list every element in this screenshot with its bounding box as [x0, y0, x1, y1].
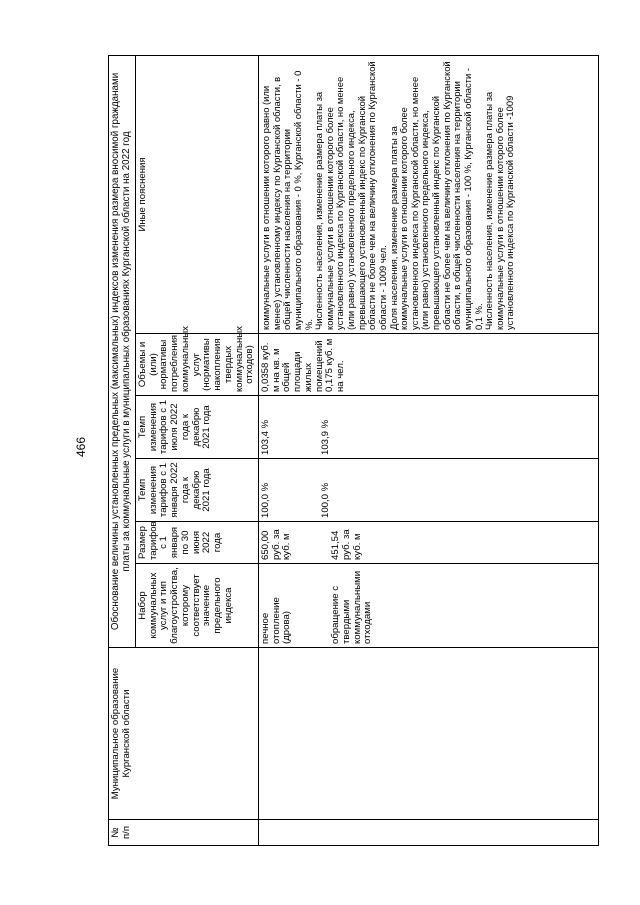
header-tariff-growth-jan: Темп изменения тарифов с 1 января 2022 года к декабрю 2021 года: [135, 459, 258, 522]
cell-growth-jul: [259, 396, 599, 459]
header-tariff-growth-jul: Темп изменения тарифов с 1 июля 2022 года к декабрю 2021 года: [135, 396, 258, 459]
cell-notes: [259, 55, 599, 333]
note-paragraph: Доля населения, изменение размера платы за коммунальные услуги в отношении которого более установленного индекса по Курганской области, но менее (или равно) установленного предельного индекса, превышающего установленный индекс по Курганской области не более чем на величину отклонения по Курганской области, в общей численности населения на территории муниципального образования - 100 %, Курганской области - 0,1 %.: [387, 61, 484, 330]
note-paragraph: Численность населения, изменение размера платы за коммунальные услуги в отношении которого более установленного индекса по Курганской области -1009: [483, 91, 516, 330]
volume-row-2: 0,175 куб. м на чел.: [324, 338, 347, 392]
header-municipality: Муниципальное образование Курганской области: [109, 648, 259, 820]
tariff-row-1: 650,00 руб. за куб. м: [260, 529, 293, 560]
volume-row-1: 0,0358 куб. м на кв. м общей площади жилых помещений: [260, 340, 325, 392]
growth-jul-row-2: 103,9 %: [319, 419, 331, 455]
growth-jul-row-1: 103,4 %: [260, 419, 272, 455]
tariff-row-2: 451,54 руб. за куб. м: [330, 529, 363, 560]
header-notes: Иные пояснения: [135, 55, 258, 333]
cell-tariff: [259, 522, 599, 564]
rotated-table-page: [108, 56, 613, 846]
header-volumes: Объемы и (или) нормативы потребления коммунальных услуг (нормативы накопления твердых коммунальных отходов): [135, 334, 258, 396]
tariff-justification-table: [108, 55, 599, 846]
note-paragraph: Численность населения, изменение размера платы за коммунальные услуги в отношении которого более установленного индекса по Курганской области, но менее (или равно) установленного предельного индекса, превышающего установленный индекс по Курганской области не более чем на величину отклонения по Курганской области - 1009 чел.: [313, 61, 388, 330]
cell-municipality: [259, 648, 599, 820]
cell-volume: [259, 334, 599, 396]
table-title: Обоснование величины установленных предельных (максимальных) индексов изменения размера вносимой гражданами платы за коммунальные услуги в муниципальных образованиях Курганской области на 2022 год: [109, 55, 136, 647]
cell-num: [259, 820, 599, 846]
header-service: Набор коммунальных услуг и тип благоустройства, которому соответствует значение предельного индекса: [135, 564, 258, 648]
cell-growth-jan: [259, 459, 599, 522]
service-row-2: обращение с твердыми коммунальными отходами: [330, 570, 374, 644]
growth-jan-row-1: 100,0 %: [260, 482, 272, 518]
note-paragraph: коммунальные услуги в отношении которого равно (или менее) установленному индексу по Курганской области, в общей численности населения на территории муниципального образования - 0 %, Курганской области - 0 %.: [260, 70, 314, 330]
growth-jan-row-2: 100,0 %: [319, 482, 331, 518]
page-number: 466: [74, 436, 88, 458]
header-tariff-size: Размер тарифов с 1 января по 30 июня 2022 года: [135, 522, 258, 564]
service-row-1: печное отопление (дрова): [260, 597, 293, 644]
header-num: № п/п: [109, 820, 259, 846]
cell-service: [259, 564, 599, 648]
